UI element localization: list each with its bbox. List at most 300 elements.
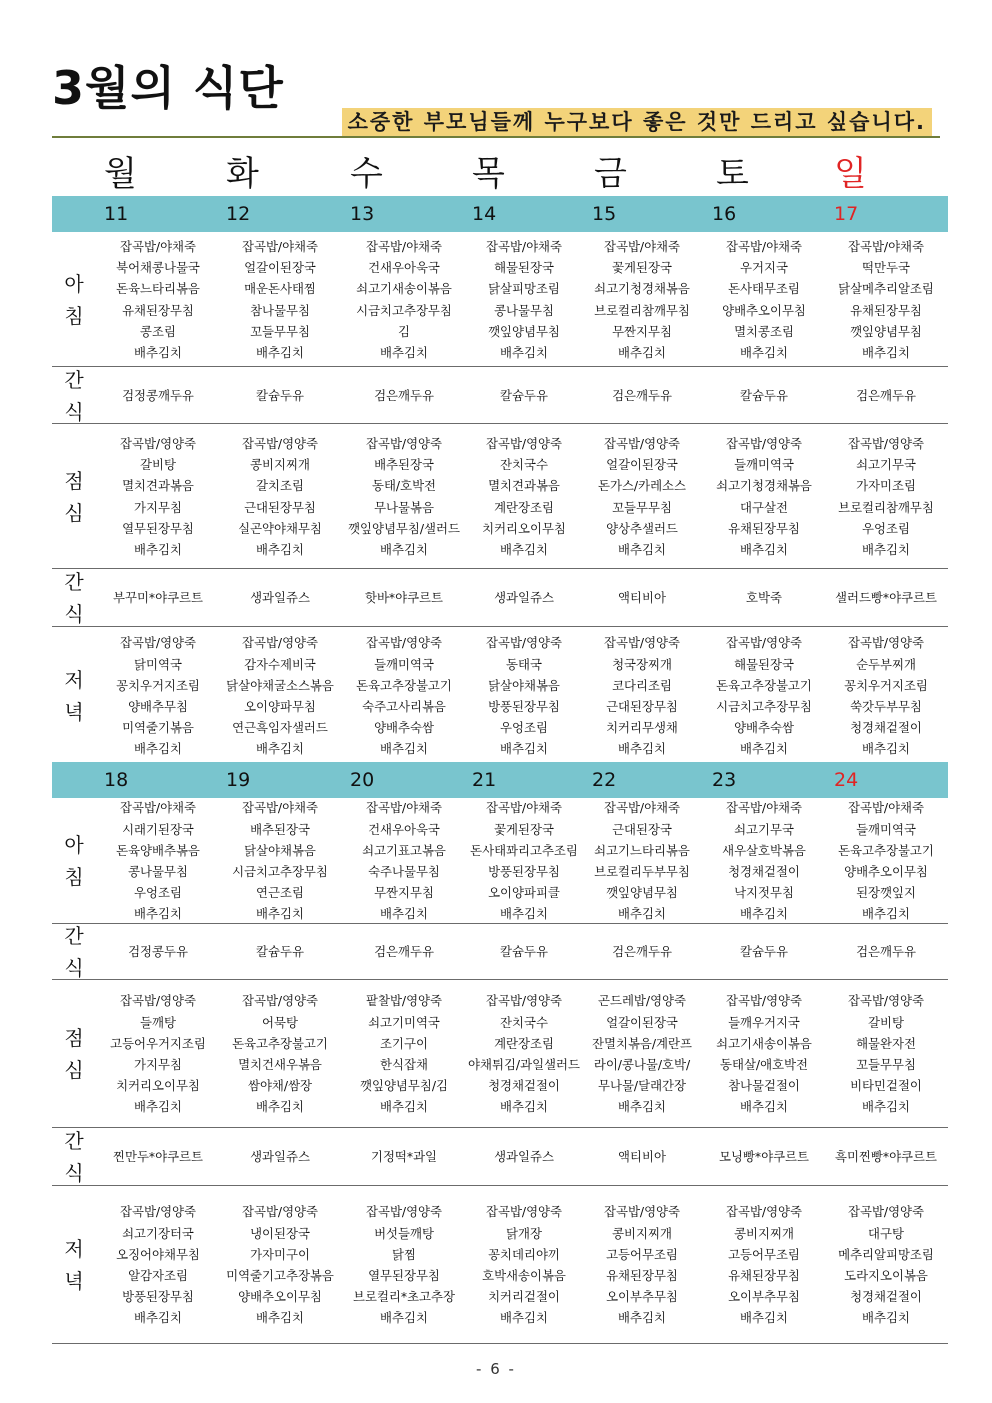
menu-item: 연근조림 (256, 885, 304, 901)
meal-label-char: 침 (64, 865, 84, 889)
menu-item: 얼갈이된장국 (244, 260, 316, 276)
menu-item: 돈육고추장불고기 (232, 1035, 328, 1051)
menu-item: 잡곡밥/영양죽 (366, 635, 442, 651)
menu-item: 잡곡밥/영양죽 (604, 1204, 680, 1220)
menu-item: 배추김치 (256, 541, 304, 557)
menu-cell (220, 569, 340, 627)
menu-item: 떡만두국 (862, 260, 910, 276)
weekday-tue: 화 (226, 154, 259, 194)
date-row (52, 196, 948, 232)
menu-item: 해물된장국 (494, 260, 554, 276)
menu-cell (704, 627, 824, 765)
menu-item: 감자수제비국 (244, 656, 316, 672)
menu-cell (344, 924, 464, 980)
menu-item: 계란장조림 (494, 499, 554, 515)
menu-item: 냉이된장국 (250, 1225, 310, 1241)
menu-item: 배추김치 (256, 741, 304, 757)
menu-item: 열무된장무침 (368, 1268, 440, 1283)
menu-item: 꼬들무무침 (856, 1057, 916, 1072)
menu-item: 참나물무침 (250, 302, 310, 318)
menu-item: 가지무침 (134, 499, 182, 515)
menu-item: 비타민겉절이 (850, 1078, 922, 1094)
menu-item: 멸치건새우볶음 (238, 1057, 322, 1072)
menu-cell (464, 798, 584, 924)
menu-item: 팥찰밥/영양죽 (366, 993, 442, 1009)
menu-item: 청경채겉절이 (728, 864, 800, 879)
menu-item: 닭살피망조림 (488, 281, 560, 297)
menu-item: 우엉조림 (134, 885, 182, 901)
menu-item: 브로컬리두부무침 (594, 864, 690, 879)
menu-item: 잡곡밥/영양죽 (242, 435, 318, 451)
menu-item: 들깨미역국 (734, 457, 794, 473)
menu-cell (582, 627, 702, 765)
menu-item: 오이양파피클 (488, 885, 560, 901)
menu-item: 방풍된장무침 (488, 699, 560, 714)
menu-item: 배추김치 (380, 1310, 428, 1326)
menu-item: 오징어야채무침 (116, 1246, 200, 1262)
menu-item: 배추김치 (500, 741, 548, 757)
menu-item: 잔멸치볶음/계란프 (592, 1035, 692, 1051)
menu-cell (220, 1128, 340, 1186)
meal-label (52, 569, 96, 627)
menu-cell (826, 232, 946, 367)
menu-item: 김 (398, 323, 410, 339)
menu-cell (98, 424, 218, 569)
menu-item: 배추된장국 (250, 821, 310, 837)
menu-item: 들깨미역국 (374, 656, 434, 672)
menu-item: 낙지젓무침 (734, 885, 794, 901)
menu-item: 돈육고추장불고기 (716, 677, 812, 693)
menu-item: 꽁치우거지조림 (844, 677, 928, 693)
menu-item: 배추김치 (862, 1099, 910, 1115)
menu-item: 한식잡채 (380, 1057, 428, 1072)
date-number: 14 (472, 203, 497, 225)
menu-item: 찐만두*야쿠르트 (113, 1149, 203, 1165)
menu-cell (826, 627, 946, 765)
menu-item: 치커리오이무침 (482, 520, 566, 536)
menu-item: 꼬들무무침 (250, 323, 310, 339)
menu-item: 배추김치 (618, 1099, 666, 1115)
menu-item: 도라지오이볶음 (844, 1268, 928, 1283)
menu-item: 잡곡밥/영양죽 (726, 635, 802, 651)
menu-item: 청경채겉절이 (850, 1289, 922, 1305)
date-number: 11 (104, 203, 129, 225)
menu-item: 배추김치 (862, 741, 910, 757)
menu-cell (464, 232, 584, 367)
menu-item: 배추김치 (256, 1310, 304, 1326)
menu-item: 갈치조림 (256, 478, 304, 494)
menu-item: 배추김치 (740, 1099, 788, 1115)
menu-item: 우거지국 (740, 260, 788, 276)
menu-item: 배추김치 (380, 906, 428, 922)
menu-item: 배추김치 (618, 741, 666, 757)
menu-item: 꼬들무무침 (612, 499, 672, 515)
date-number: 20 (350, 769, 375, 791)
menu-cell (344, 424, 464, 569)
menu-item: 꽃게된장국 (494, 821, 554, 837)
menu-cell (464, 1186, 584, 1344)
menu-item: 잡곡밥/영양죽 (486, 635, 562, 651)
weekday-header (52, 150, 948, 198)
menu-item: 쇠고기미역국 (368, 1014, 440, 1030)
menu-item: 유채된장무침 (728, 520, 800, 536)
menu-item: 검은깨두유 (612, 944, 672, 960)
page-title: 3월의 식단 (52, 61, 284, 115)
menu-item: 배추김치 (618, 344, 666, 360)
menu-item: 배추김치 (256, 906, 304, 922)
menu-item: 연근흑임자샐러드 (232, 720, 328, 736)
menu-item: 새우살호박볶음 (722, 842, 806, 858)
menu-cell (582, 424, 702, 569)
menu-item: 실곤약야채무침 (238, 520, 322, 536)
menu-cell (98, 924, 218, 980)
menu-item: 청국장찌개 (612, 656, 672, 672)
menu-item: 배추김치 (380, 541, 428, 557)
meal-label (52, 367, 96, 424)
weekday-thu: 목 (472, 154, 505, 194)
menu-cell (344, 569, 464, 627)
menu-item: 얼갈이된장국 (606, 1014, 678, 1030)
menu-item: 유채된장무침 (728, 1268, 800, 1283)
menu-item: 흑미찐빵*야쿠르트 (835, 1149, 937, 1165)
menu-item: 잡곡밥/영양죽 (604, 435, 680, 451)
menu-item: 콩비지찌개 (250, 457, 310, 473)
menu-item: 가지무침 (134, 1057, 182, 1072)
page-number: - 6 - (476, 1360, 516, 1378)
menu-item: 칼슘두유 (740, 944, 788, 960)
menu-item: 유채된장무침 (850, 302, 922, 318)
meal-row-snack-am (52, 367, 948, 424)
date-number: 22 (592, 769, 617, 791)
menu-cell (344, 1128, 464, 1186)
menu-item: 어묵탕 (262, 1014, 298, 1030)
title-divider (52, 136, 940, 138)
menu-item: 검정콩깨두유 (122, 387, 194, 403)
meal-label (52, 232, 96, 367)
menu-cell (704, 367, 824, 424)
menu-item: 순두부찌개 (856, 656, 916, 672)
menu-item: 검은깨두유 (856, 387, 916, 403)
menu-cell (98, 1186, 218, 1344)
menu-item: 동태/호박전 (371, 478, 437, 494)
menu-item: 배추김치 (134, 344, 182, 360)
menu-item: 양배추숙쌈 (734, 720, 794, 736)
menu-item: 청경채겉절이 (488, 1078, 560, 1094)
menu-item: 닭미역국 (134, 656, 182, 672)
menu-grid (52, 196, 948, 1344)
menu-cell (582, 1128, 702, 1186)
menu-cell (220, 980, 340, 1128)
menu-item: 꽁치데리야끼 (488, 1246, 560, 1262)
menu-item: 오이양파무침 (244, 699, 316, 714)
menu-cell (704, 424, 824, 569)
menu-item: 치커리겉절이 (488, 1289, 560, 1305)
menu-item: 잡곡밥/영양죽 (726, 1204, 802, 1220)
menu-item: 북어채콩나물국 (116, 260, 200, 276)
menu-item: 동태국 (506, 656, 542, 672)
menu-cell (98, 798, 218, 924)
menu-item: 액티비아 (618, 1149, 666, 1165)
menu-item: 가자미조림 (856, 478, 916, 494)
menu-item: 깻잎양념무침 (606, 885, 678, 901)
menu-cell (826, 1186, 946, 1344)
menu-item: 얼갈이된장국 (606, 457, 678, 473)
menu-item: 잡곡밥/영양죽 (120, 1204, 196, 1220)
menu-cell (220, 424, 340, 569)
meal-label-char: 심 (64, 500, 84, 525)
menu-cell (464, 569, 584, 627)
menu-cell (98, 980, 218, 1128)
menu-item: 잡곡밥/야채죽 (366, 800, 442, 816)
menu-item: 시금치고추장무침 (232, 864, 328, 879)
menu-cell (582, 980, 702, 1128)
menu-item: 숙주고사리볶음 (362, 699, 446, 714)
menu-item: 숙주나물무침 (368, 864, 440, 879)
menu-item: 콩나물무침 (128, 864, 188, 879)
menu-item: 꽃게된장국 (612, 260, 672, 276)
meal-row-dinner (52, 1186, 948, 1344)
menu-item: 쇠고기새송이볶음 (716, 1035, 812, 1051)
menu-item: 잡곡밥/영양죽 (848, 993, 924, 1009)
menu-item: 들깨탕 (140, 1014, 176, 1030)
meal-label-char: 간 (64, 570, 84, 594)
menu-item: 생과일쥬스 (494, 1149, 554, 1165)
meal-label-char: 간 (64, 1129, 84, 1153)
menu-item: 돈육양배추볶음 (116, 842, 200, 858)
menu-item: 브로컬리참깨무침 (838, 499, 934, 515)
menu-item: 갈비탕 (140, 457, 176, 473)
menu-item: 브로컬리참깨무침 (594, 302, 690, 318)
menu-item: 돈육느타리볶음 (116, 281, 200, 297)
menu-cell (826, 980, 946, 1128)
menu-cell (582, 1186, 702, 1344)
menu-item: 돈사태꽈리고추조림 (470, 842, 578, 858)
menu-cell (826, 798, 946, 924)
menu-cell (464, 924, 584, 980)
menu-item: 잡곡밥/영양죽 (486, 1204, 562, 1220)
menu-cell (98, 367, 218, 424)
menu-cell (464, 1128, 584, 1186)
menu-item: 돈육고추장불고기 (356, 677, 452, 693)
menu-cell (582, 798, 702, 924)
menu-item: 검정콩두유 (128, 944, 188, 960)
menu-item: 잡곡밥/야채죽 (242, 238, 318, 254)
date-number: 23 (712, 769, 737, 791)
menu-item: 배추김치 (380, 1099, 428, 1115)
menu-item: 배추김치 (618, 906, 666, 922)
menu-item: 시금치고추장무침 (356, 302, 452, 318)
meal-label-char: 녁 (64, 1269, 84, 1293)
menu-item: 동태살/애호박전 (720, 1057, 808, 1072)
meal-label (52, 627, 96, 765)
menu-item: 잡곡밥/영양죽 (848, 435, 924, 451)
date-number: 17 (834, 203, 859, 225)
weekday-wed: 수 (350, 154, 383, 194)
meal-label-char: 저 (64, 668, 84, 692)
menu-cell (582, 924, 702, 980)
menu-item: 깻잎양념무침 (488, 323, 560, 339)
menu-item: 참나물겉절이 (728, 1078, 800, 1094)
menu-item: 치커리무생채 (606, 720, 678, 736)
meal-row-snack-pm (52, 569, 948, 627)
menu-item: 돈가스/카레소스 (598, 478, 686, 494)
meal-label (52, 798, 96, 924)
menu-item: 들깨미역국 (856, 821, 916, 837)
menu-item: 칼슘두유 (256, 387, 304, 403)
meal-row-snack-pm (52, 1128, 948, 1186)
menu-cell (344, 367, 464, 424)
menu-item: 호박새송이볶음 (482, 1268, 566, 1283)
menu-item: 배추김치 (500, 344, 548, 360)
menu-item: 고등어무조림 (606, 1246, 678, 1262)
menu-item: 잡곡밥/영양죽 (120, 993, 196, 1009)
row-divider (52, 1343, 948, 1344)
menu-cell (344, 1186, 464, 1344)
menu-item: 잡곡밥/야채죽 (120, 238, 196, 254)
date-number: 16 (712, 203, 737, 225)
menu-item: 고등어우거지조림 (110, 1035, 206, 1051)
menu-item: 배추김치 (862, 1310, 910, 1326)
menu-item: 버섯들깨탕 (374, 1225, 434, 1241)
menu-item: 배추김치 (500, 1310, 548, 1326)
meal-label-char: 아 (64, 271, 84, 296)
menu-item: 쇠고기무국 (856, 457, 916, 473)
menu-item: 배추김치 (740, 344, 788, 360)
meal-label-char: 아 (64, 833, 84, 857)
menu-item: 배추김치 (500, 906, 548, 922)
meal-label-char: 식 (64, 956, 84, 980)
menu-item: 매운돈사태찜 (244, 281, 316, 297)
menu-item: 멸치콩조림 (734, 323, 794, 339)
menu-item: 잡곡밥/영양죽 (486, 993, 562, 1009)
meal-row-breakfast (52, 232, 948, 367)
menu-item: 청경채겉절이 (850, 720, 922, 736)
weekday-fri: 금 (594, 154, 627, 194)
menu-item: 잡곡밥/야채죽 (120, 800, 196, 816)
menu-item: 무짠지무침 (612, 323, 672, 339)
menu-item: 멸치견과볶음 (488, 478, 560, 494)
menu-cell (582, 569, 702, 627)
menu-cell (464, 424, 584, 569)
menu-cell (220, 367, 340, 424)
menu-item: 검은깨두유 (374, 387, 434, 403)
menu-item: 깻잎양념무침/김 (360, 1078, 448, 1094)
menu-item: 쇠고기청경채볶음 (716, 478, 812, 494)
date-number: 15 (592, 203, 617, 225)
menu-item: 잡곡밥/야채죽 (242, 800, 318, 816)
menu-item: 잔치국수 (500, 1014, 548, 1030)
menu-item: 잡곡밥/영양죽 (726, 993, 802, 1009)
menu-item: 쇠고기청경채볶음 (594, 281, 690, 297)
menu-item: 잡곡밥/야채죽 (604, 238, 680, 254)
menu-item: 무짠지무침 (374, 885, 434, 901)
menu-cell (826, 1128, 946, 1186)
menu-item: 잡곡밥/영양죽 (486, 435, 562, 451)
menu-item: 배추된장국 (374, 457, 434, 473)
menu-item: 배추김치 (862, 906, 910, 922)
menu-item: 무나물/달래간장 (598, 1078, 686, 1094)
menu-cell (220, 924, 340, 980)
menu-item: 닭개장 (506, 1225, 542, 1241)
menu-item: 닭살야채굴소스볶음 (226, 677, 334, 693)
meal-label-char: 식 (64, 399, 84, 424)
menu-item: 해물완자전 (856, 1035, 916, 1051)
meal-label (52, 1186, 96, 1344)
menu-item: 배추김치 (134, 541, 182, 557)
menu-item: 야채튀김/과일샐러드 (468, 1057, 580, 1072)
meal-label-char: 점 (64, 1026, 84, 1050)
menu-cell (98, 569, 218, 627)
menu-cell (704, 569, 824, 627)
meal-label-char: 식 (64, 602, 84, 626)
menu-cell (220, 232, 340, 367)
meal-row-snack-am (52, 924, 948, 980)
menu-item: 잡곡밥/영양죽 (242, 993, 318, 1009)
menu-item: 배추김치 (134, 906, 182, 922)
weekday-sat: 토 (716, 154, 749, 194)
menu-item: 양배추무침 (128, 699, 188, 714)
menu-item: 잡곡밥/야채죽 (604, 800, 680, 816)
weekday-mon: 월 (104, 154, 137, 194)
menu-item: 근대된장무침 (244, 499, 316, 515)
menu-item: 해물된장국 (734, 656, 794, 672)
menu-item: 쇠고기표고볶음 (362, 842, 446, 858)
menu-cell (464, 627, 584, 765)
menu-cell (826, 924, 946, 980)
menu-item: 배추김치 (134, 1099, 182, 1115)
meal-label-char: 저 (64, 1237, 84, 1261)
meal-row-breakfast (52, 798, 948, 924)
menu-item: 검은깨두유 (374, 944, 434, 960)
meal-row-lunch (52, 424, 948, 569)
menu-item: 닭살메추리알조림 (838, 281, 934, 297)
menu-item: 미역줄기볶음 (122, 720, 194, 736)
menu-item: 시금치고추장무침 (716, 699, 812, 714)
menu-item: 잡곡밥/야채죽 (486, 800, 562, 816)
menu-cell (582, 367, 702, 424)
menu-item: 배추김치 (500, 1099, 548, 1115)
meal-label-char: 녁 (64, 700, 84, 724)
menu-item: 잡곡밥/영양죽 (366, 435, 442, 451)
menu-cell (704, 798, 824, 924)
menu-item: 양상추샐러드 (606, 520, 678, 536)
menu-item: 모닝빵*야쿠르트 (719, 1149, 809, 1165)
meal-row-lunch (52, 980, 948, 1128)
menu-item: 잡곡밥/영양죽 (366, 1204, 442, 1220)
date-number: 13 (350, 203, 375, 225)
menu-item: 쇠고기새송이볶음 (356, 281, 452, 297)
menu-item: 시래기된장국 (122, 821, 194, 837)
menu-item: 열무된장무침 (122, 520, 194, 536)
menu-item: 양배추숙쌈 (374, 720, 434, 736)
menu-cell (344, 798, 464, 924)
menu-item: 오이부추무침 (728, 1289, 800, 1305)
menu-item: 콩비지찌개 (734, 1225, 794, 1241)
menu-item: 양배추오이무침 (722, 302, 806, 318)
menu-item: 배추김치 (740, 541, 788, 557)
menu-item: 쇠고기장터국 (122, 1225, 194, 1241)
meal-label-char: 간 (64, 924, 84, 948)
meal-label-char: 점 (64, 468, 84, 493)
menu-item: 잡곡밥/영양죽 (726, 435, 802, 451)
menu-cell (220, 627, 340, 765)
menu-cell (464, 367, 584, 424)
meal-row-dinner (52, 627, 948, 765)
menu-cell (344, 232, 464, 367)
menu-item: 미역줄기고추장볶음 (226, 1268, 334, 1283)
menu-item: 대구살전 (740, 499, 788, 515)
menu-item: 근대된장무침 (606, 699, 678, 714)
